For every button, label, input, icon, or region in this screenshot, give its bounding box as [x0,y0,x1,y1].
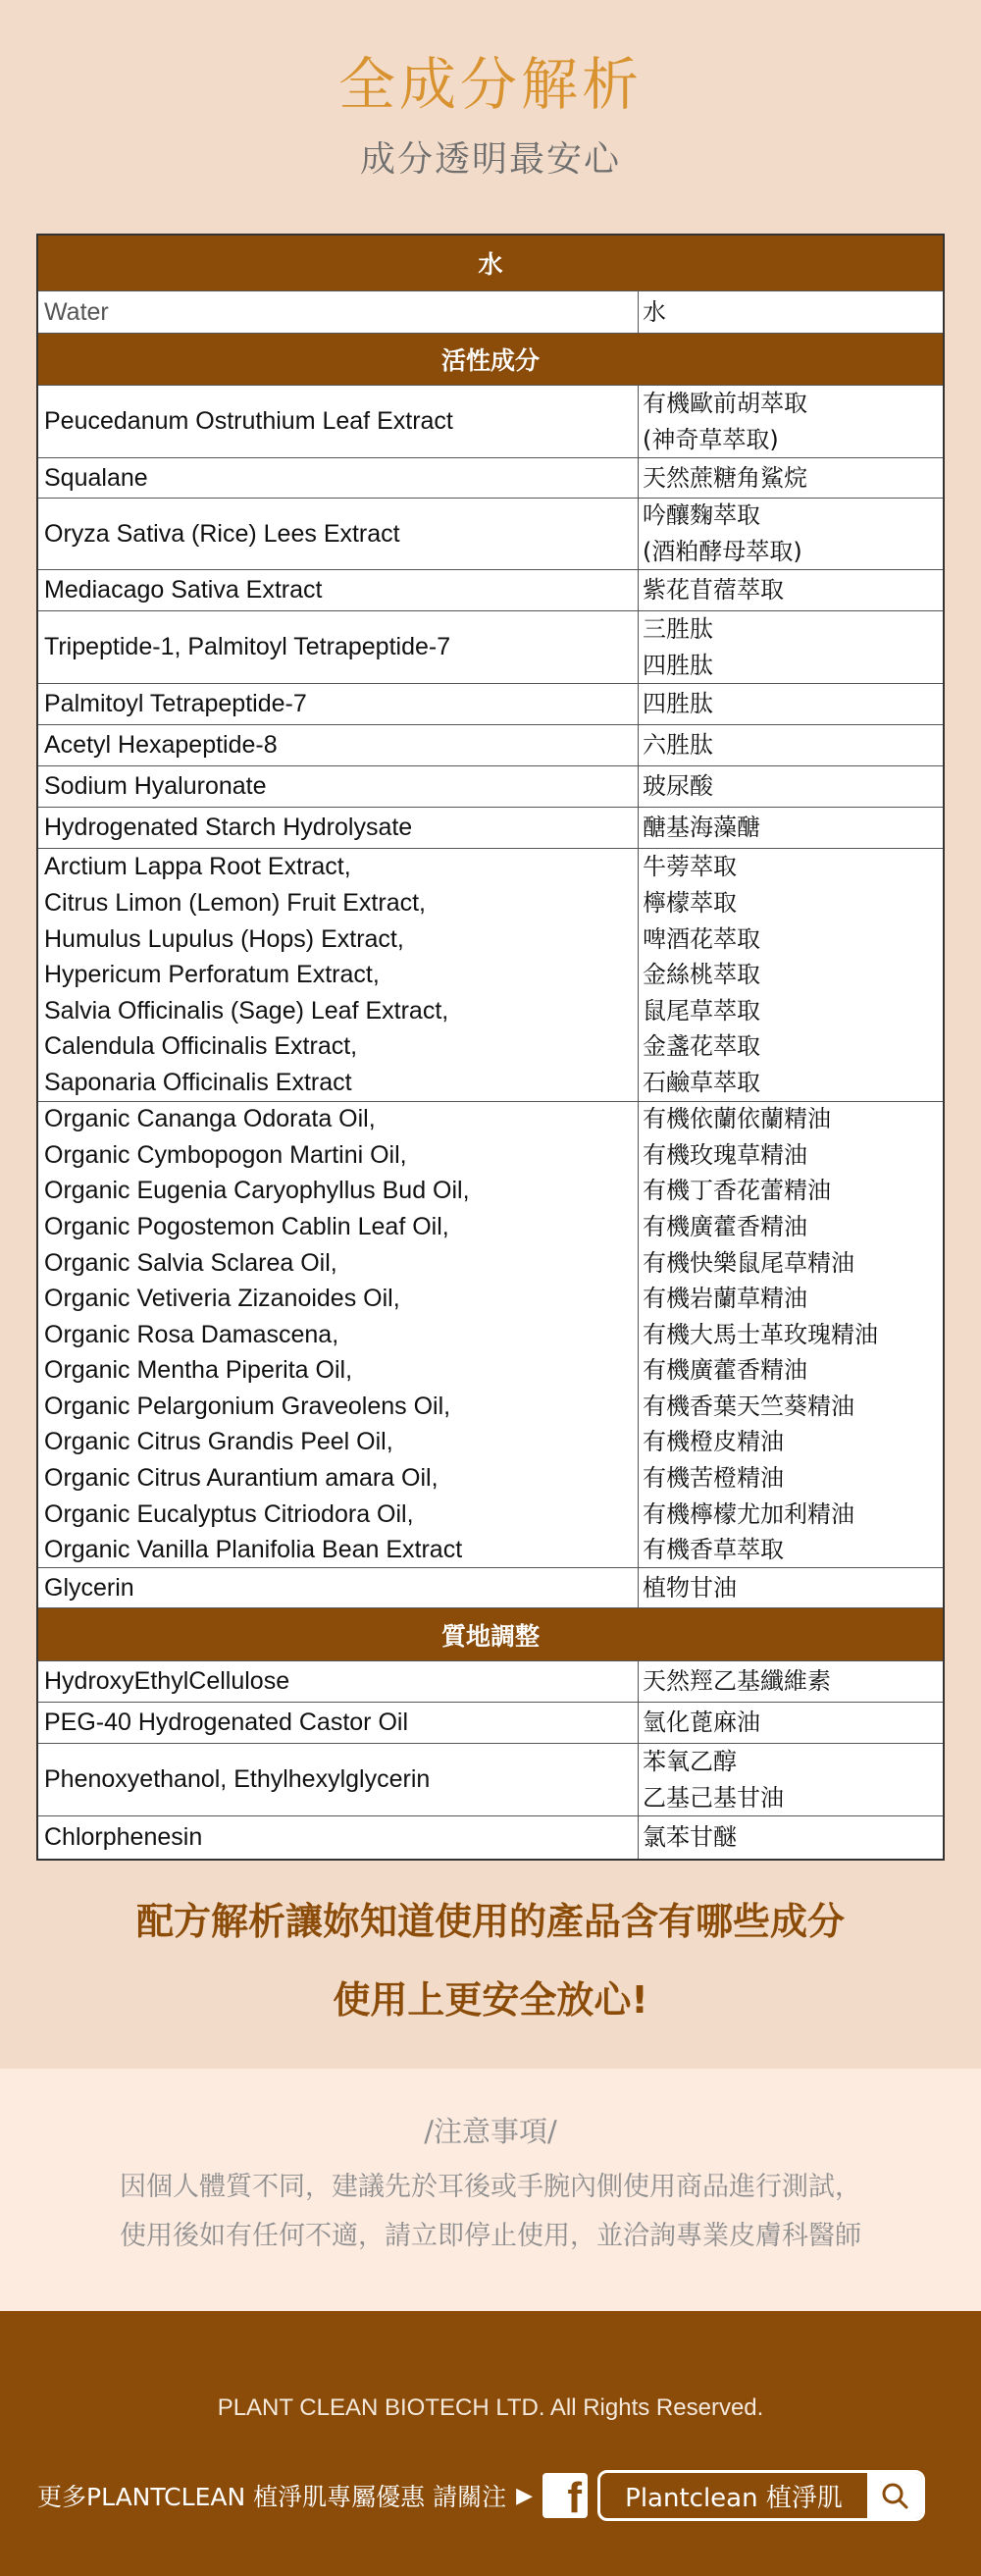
table-row [38,570,943,611]
table-row [38,499,943,570]
ingredient-zh: 天然蔗糖角鯊烷 [643,463,807,492]
play-arrow-icon: ▶ [516,2483,533,2508]
ingredient-zh: 植物甘油 [643,1573,737,1602]
ingredient-en: Acetyl Hexapeptide-8 [38,725,639,765]
ingredient-en: Mediacago Sativa Extract [38,570,639,610]
ingredient-zh: 水 [643,297,666,326]
follow-text: 更多PLANTCLEAN 植淨肌專屬優惠 請關注 [37,2483,507,2511]
table-row [38,1568,943,1608]
ingredient-en: Squalane [38,458,639,498]
slogan-line-2: 使用上更安全放心! [333,1978,648,2022]
ingredient-en: Palmitoyl Tetrapeptide-7 [38,684,639,724]
ingredient-zh: 吟釀麴萃取 (酒粕酵母萃取) [643,501,802,565]
ingredient-en: Organic Cananga Odorata Oil, Organic Cymbopogon Martini Oil, Organic Eugenia Caryophyllus Bud Oil, Organic Pogostemon Cablin Leaf Oil, Organic Salvia Sclarea Oil, Organic Vetiveria Zizanoides Oil, Organic Rosa Damascena, Organic Mentha Piperita Oil, Organic Pelargonium Graveolens Oil, Organic Citrus Grandis Peel Oil, Organic Citrus Aurantium amara Oil, Organic Eucalyptus Citriodora Oil, Organic Vanilla Planifolia Bean Extract [38,1102,639,1567]
search-button[interactable] [867,2473,922,2518]
ingredient-zh: 氯苯甘醚 [643,1823,737,1852]
ingredient-table [36,234,945,1861]
ingredient-en: Water [38,291,639,333]
notice-body [0,2163,981,2261]
ingredient-en: Phenoxyethanol, Ethylhexylglycerin [38,1744,639,1815]
table-row [38,1661,943,1703]
table-row [38,386,943,458]
table-row [38,1703,943,1744]
ingredient-zh: 氫化蓖麻油 [643,1709,760,1737]
facebook-search-box[interactable] [597,2470,925,2521]
table-row [38,611,943,684]
copyright: PLANT CLEAN BIOTECH LTD. All Rights Reserved. [217,2394,764,2421]
notice-title: /注意事項/ [424,2115,557,2148]
hero-header [0,0,981,234]
ingredient-zh: 牛蒡萃取 檸檬萃取 啤酒花萃取 金絲桃萃取 鼠尾草萃取 金盞花萃取 石鹼草萃取 [643,853,760,1096]
ingredient-en: Oryza Sativa (Rice) Lees Extract [38,499,639,569]
ingredient-zh: 醣基海藻醣 [643,814,760,842]
section-header-water: 水 [38,236,943,291]
ingredient-en: Tripeptide-1, Palmitoyl Tetrapeptide-7 [38,611,639,683]
section-header-active: 活性成分 [38,334,943,386]
search-label: Plantclean 植淨肌 [625,2483,843,2513]
ingredient-zh: 有機歐前胡萃取 (神奇草萃取) [643,389,807,453]
table-row [38,1816,943,1859]
footer [0,2311,981,2576]
ingredient-en: Arctium Lappa Root Extract, Citrus Limon (Lemon) Fruit Extract, Humulus Lupulus (Hops) Extract, Hypericum Perforatum Extract, Salvia Officinalis (Sage) Leaf Extract, Calendula Officinalis Extract, Saponaria Officinalis Extract [38,849,639,1101]
ingredient-zh: 紫花苜蓿萃取 [643,576,784,605]
ingredient-en: Glycerin [38,1568,639,1607]
ingredient-zh: 苯氧乙醇 乙基己基甘油 [643,1747,784,1812]
ingredient-zh: 有機依蘭依蘭精油 有機玫瑰草精油 有機丁香花蕾精油 有機廣藿香精油 有機快樂鼠尾草精油 有機岩蘭草精油 有機大馬士革玫瑰精油 有機廣藿香精油 有機香葉天竺葵精油 有機橙皮精油 有機苦橙精油 有機檸檬尤加利精油 有機香草萃取 [643,1105,878,1564]
search-icon [880,2481,909,2510]
slogan [0,1870,981,2039]
ingredient-en: PEG-40 Hydrogenated Castor Oil [38,1703,639,1743]
table-row [38,684,943,725]
table-row [38,458,943,499]
table-row [38,1744,943,1816]
section-header-texture: 質地調整 [38,1608,943,1661]
ingredient-en: HydroxyEthylCellulose [38,1661,639,1702]
table-row [38,725,943,766]
ingredient-zh: 四胜肽 [643,690,713,718]
table-row [38,1102,943,1568]
ingredient-en: Peucedanum Ostruthium Leaf Extract [38,386,639,457]
notice-panel [0,2069,981,2311]
ingredient-zh: 六胜肽 [643,731,713,760]
table-row [38,849,943,1102]
page-subtitle: 成分透明最安心 [359,138,621,179]
ingredient-en: Hydrogenated Starch Hydrolysate [38,808,639,848]
follow-bar [37,2470,925,2521]
ingredient-en: Sodium Hyaluronate [38,766,639,807]
table-row [38,291,943,334]
page-title: 全成分解析 [337,53,643,117]
slogan-line-1: 配方解析讓妳知道使用的產品含有哪些成分 [135,1900,845,1943]
table-row [38,766,943,808]
ingredient-zh: 玻尿酸 [643,772,713,801]
ingredient-en: Chlorphenesin [38,1816,639,1859]
ingredient-zh: 天然羥乙基纖維素 [643,1667,831,1696]
table-row [38,808,943,849]
notice-line-1: 因個人體質不同，建議先於耳後或手腕內側使用商品進行測試， [120,2172,861,2202]
ingredient-zh: 三胜肽 四胜肽 [643,614,713,679]
facebook-icon[interactable]: f [542,2473,588,2518]
notice-line-2: 使用後如有任何不適，請立即停止使用，並洽詢專業皮膚科醫師 [120,2221,861,2251]
